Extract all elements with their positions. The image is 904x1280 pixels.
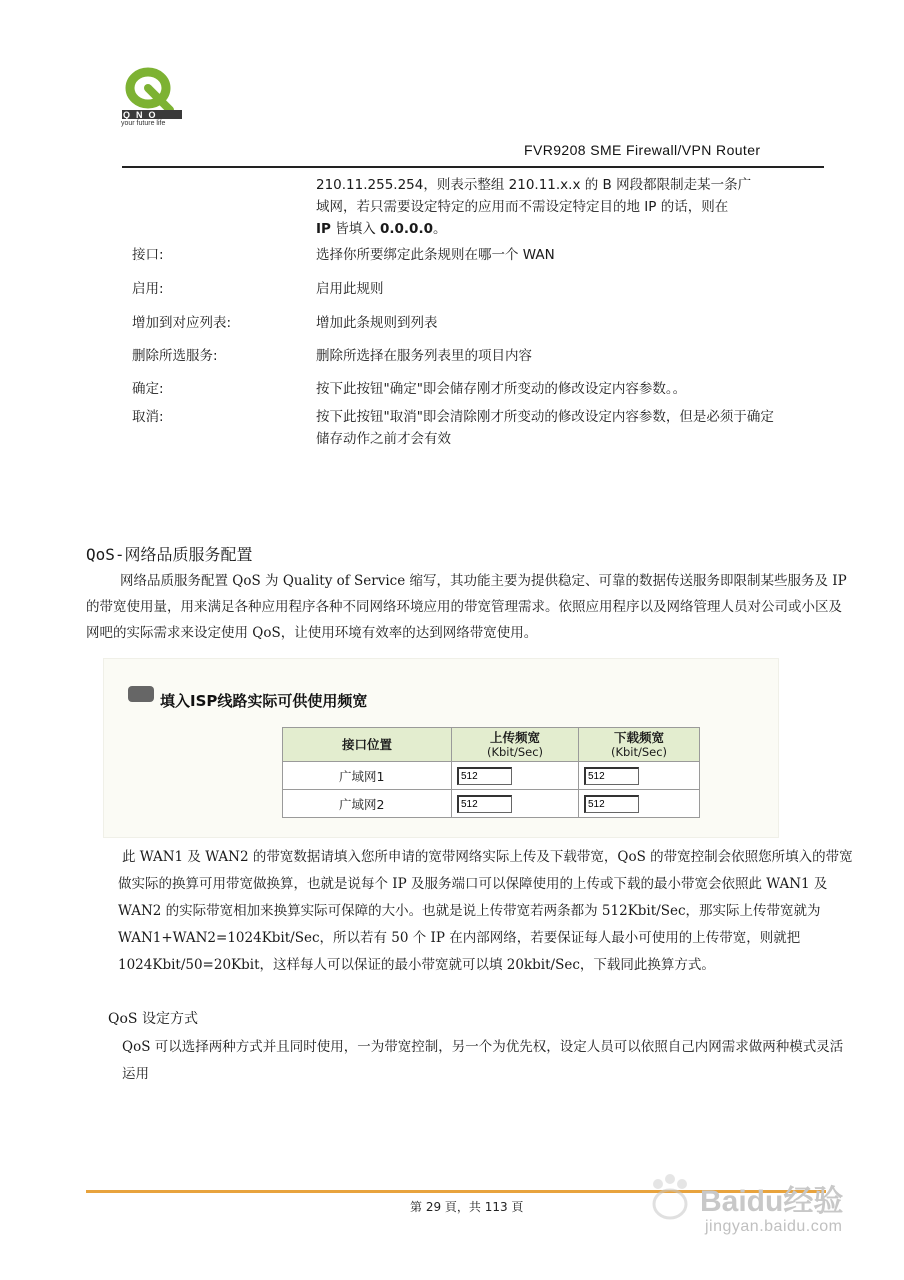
logo-tagline: your future life (121, 120, 166, 127)
definition-desc: 按下此按钮"取消"即会清除刚才所变动的修改设定内容参数，但是必须于确定 储存动作之前才会有效 (316, 409, 774, 447)
header-download: 下载频宽 (Kbit/Sec) (579, 728, 700, 762)
header-upload: 上传频宽 (Kbit/Sec) (452, 728, 579, 762)
header-divider (122, 166, 824, 168)
subsection-paragraph: QoS 可以选择两种方式并且同时使用，一为带宽控制，另一个为优先权，设定人员可以依照自己内网需求做两种模式灵活运用 (122, 1039, 844, 1082)
watermark-url: jingyan.baidu.com (705, 1218, 843, 1235)
download-input-wan1[interactable] (584, 767, 639, 785)
watermark-text: Baidu经验 (700, 1185, 844, 1218)
wan-name: 广域网1 (283, 762, 452, 790)
definition-term: 启用: (132, 281, 164, 297)
download-input-wan2[interactable] (584, 795, 639, 813)
upload-input-wan2[interactable] (457, 795, 512, 813)
top-paragraph-line1: 210.11.255.254，则表示整组 210.11.x.x 的 B 网段都限制走某一条广 (316, 177, 752, 193)
header-download-unit: (Kbit/Sec) (610, 744, 668, 759)
panel-title: 填入ISP线路实际可供使用频宽 (160, 692, 368, 710)
document-header-title: FVR9208 SME Firewall/VPN Router (524, 142, 761, 158)
definition-desc: 删除所选择在服务列表里的项目内容 (316, 348, 532, 364)
header-interface: 接口位置 (283, 728, 452, 762)
bandwidth-explanation: 此 WAN1 及 WAN2 的带宽数据请填入您所申请的宽带网络实际上传及下载带宽，QoS 的带宽控制会依照您所填入的带宽做实际的换算可用带宽做换算，也就是说每个 IP 及服务端口可以保障使用的上传或下载的最小带宽会依照此 WAN1 及 WAN2 的实际带宽相加来换算实际可保障的大小。也就是说上传带宽若两条都为 512Kbit/Sec，那实际上传带宽就为 WAN1+WAN2=1024Kbit/Sec，所以若有 50 个 IP 在内部网络，若要保证每人最小可使用的上传带宽，则就把 1024Kbit/50=20Kbit，这样每人可以保证的最小带宽就可以填 20kbit/Sec，下载同此换算方式。 (118, 849, 853, 973)
top-paragraph-line2: 域网，若只需要设定特定的应用而不需设定特定目的地 IP 的话，则在 (316, 199, 729, 215)
upload-input-wan1[interactable] (457, 767, 512, 785)
section-paragraph: 网络品质服务配置 QoS 为 Quality of Service 缩写，其功能主要为提供稳定、可靠的数据传送服务即限制某些服务及 IP 的带宽使用量，用来满足各种应用程序各种不同网络环境应用的带宽管理需求。依照应用程序以及网络管理人员对公司或小区及网吧的实际需求来设定使用 QoS，让使用环境有效率的达到网络带宽使用。 (86, 573, 847, 641)
definition-term: 增加到对应列表: (132, 315, 232, 331)
section-title: QoS-网络品质服务配置 (86, 545, 253, 564)
header-upload-unit: (Kbit/Sec) (486, 744, 544, 759)
definition-desc: 按下此按钮"确定"即会储存刚才所变动的修改设定内容参数。。 (316, 381, 687, 397)
page-number: 第 29 頁，共 113 頁 (410, 1200, 524, 1214)
definition-term: 删除所选服务: (132, 348, 218, 364)
definition-desc: 启用此规则 (316, 281, 384, 297)
logo-lettering: QNO (123, 110, 162, 120)
panel-title-marker (128, 686, 154, 702)
bandwidth-table (282, 727, 700, 818)
wan-name: 广域网2 (283, 790, 452, 818)
table-row (283, 762, 700, 790)
subsection-title: QoS 设定方式 (108, 1011, 198, 1027)
top-paragraph (316, 174, 786, 240)
definition-desc: 选择你所要绑定此条规则在哪一个 WAN (316, 247, 555, 263)
top-paragraph-line3: IP 皆填入 0.0.0.0。 (316, 221, 447, 237)
definition-term: 接口: (132, 247, 164, 263)
definition-desc: 增加此条规则到列表 (316, 315, 438, 331)
definition-term: 确定: (132, 381, 164, 397)
definition-term: 取消: (132, 409, 164, 425)
table-row (283, 790, 700, 818)
